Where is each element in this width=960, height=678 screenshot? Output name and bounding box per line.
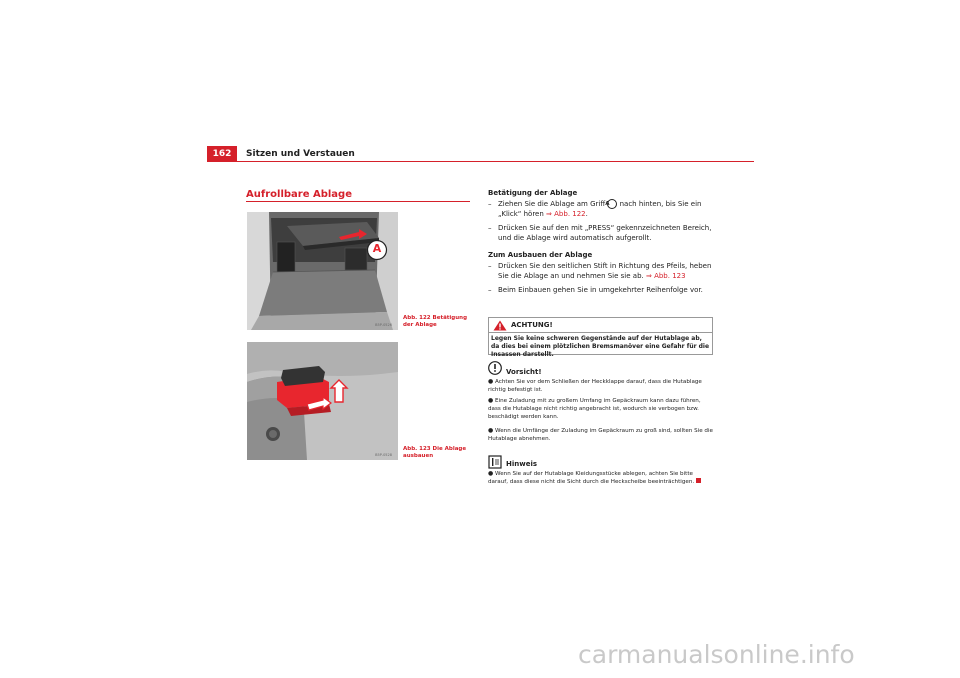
operate-step-2: – Drücken Sie auf den mit „PRESS“ gekennzeichneten Bereich, und die Ablage wird automatisch aufgerollt. bbox=[488, 224, 712, 242]
figure-reference-link[interactable]: ⇒ Abb. 122 bbox=[546, 210, 586, 218]
section-title-rule bbox=[246, 201, 470, 202]
watermark: carmanualsonline.info bbox=[578, 640, 855, 669]
running-head: Sitzen und Verstauen bbox=[246, 149, 355, 159]
figure-trunk-cover bbox=[247, 212, 398, 330]
header-rule bbox=[207, 161, 754, 162]
note-book-icon bbox=[488, 455, 502, 469]
figure-caption: Abb. 123 Die Ablage ausbauen bbox=[403, 446, 467, 459]
callout-a-badge: A bbox=[607, 199, 617, 209]
warning-title: ACHTUNG! bbox=[511, 321, 553, 329]
remove-step-1: – Drücken Sie den seitlichen Stift in Richtung des Pfeils, heben Sie die Ablage an und nehmen Sie sie ab. ⇒ Abb. 123 bbox=[488, 262, 712, 280]
remove-step-2: – Beim Einbauen gehen Sie in umgekehrter Reihenfolge vor. bbox=[488, 286, 703, 294]
section-title: Aufrollbare Ablage bbox=[246, 189, 352, 200]
instructions-column bbox=[488, 189, 713, 295]
page-number: 162 bbox=[207, 146, 237, 162]
caution-bullet: ● Eine Zuladung mit zu großem Umfang im Gepäckraum kann dazu führen, dass die Hutablage nicht richtig angebracht ist, wodurch sie verbogen bzw. beschädigt werden kann. bbox=[488, 397, 701, 420]
note-title: Hinweis bbox=[506, 460, 538, 468]
operate-heading: Betätigung der Ablage bbox=[488, 189, 578, 197]
caution-bullet: ● Achten Sie vor dem Schließen der Heckklappe darauf, dass die Hutablage richtig befestigt ist. bbox=[488, 378, 702, 393]
figure-reference-link[interactable]: ⇒ Abb. 123 bbox=[645, 272, 686, 280]
warning-triangle-icon bbox=[493, 320, 507, 331]
caution-bullet: ● Wenn die Umfänge der Zuladung im Gepäckraum zu groß sind, sollten Sie die Hutablage abnehmen. bbox=[488, 427, 713, 442]
trunk-illustration bbox=[247, 212, 398, 330]
caution-exclamation-icon bbox=[488, 361, 502, 375]
figure-remove-cover bbox=[247, 342, 398, 460]
warning-text: Legen Sie keine schweren Gegenstände auf der Hutablage ab, da dies bei einem plötzlichen Bremsmanöver eine Gefahr für die Insassen darstellt. bbox=[491, 335, 710, 358]
note-bullet: ● Wenn Sie auf der Hutablage Kleidungsstücke ablegen, achten Sie bitte darauf, dass diese nicht die Sicht durch die Heckscheibe beeinträchtigen. bbox=[488, 470, 713, 486]
figure-code: B5P-0526 bbox=[375, 323, 392, 327]
warning-box bbox=[488, 317, 713, 358]
operate-step-1: – Ziehen Sie die Ablage am Griff A nach hinten, bis Sie ein „Klick“ hören ⇒ Abb. 122. bbox=[488, 200, 702, 218]
figure-code: B5P-0528 bbox=[375, 453, 392, 457]
removal-illustration bbox=[247, 342, 398, 460]
warning-header bbox=[489, 318, 712, 333]
caution-title: Vorsicht! bbox=[506, 368, 542, 376]
end-of-section-marker bbox=[696, 478, 701, 483]
callout-a-label: A bbox=[372, 242, 382, 255]
remove-heading: Zum Ausbauen der Ablage bbox=[488, 251, 593, 259]
figure-caption: Abb. 122 Betätigung der Ablage bbox=[403, 315, 468, 328]
